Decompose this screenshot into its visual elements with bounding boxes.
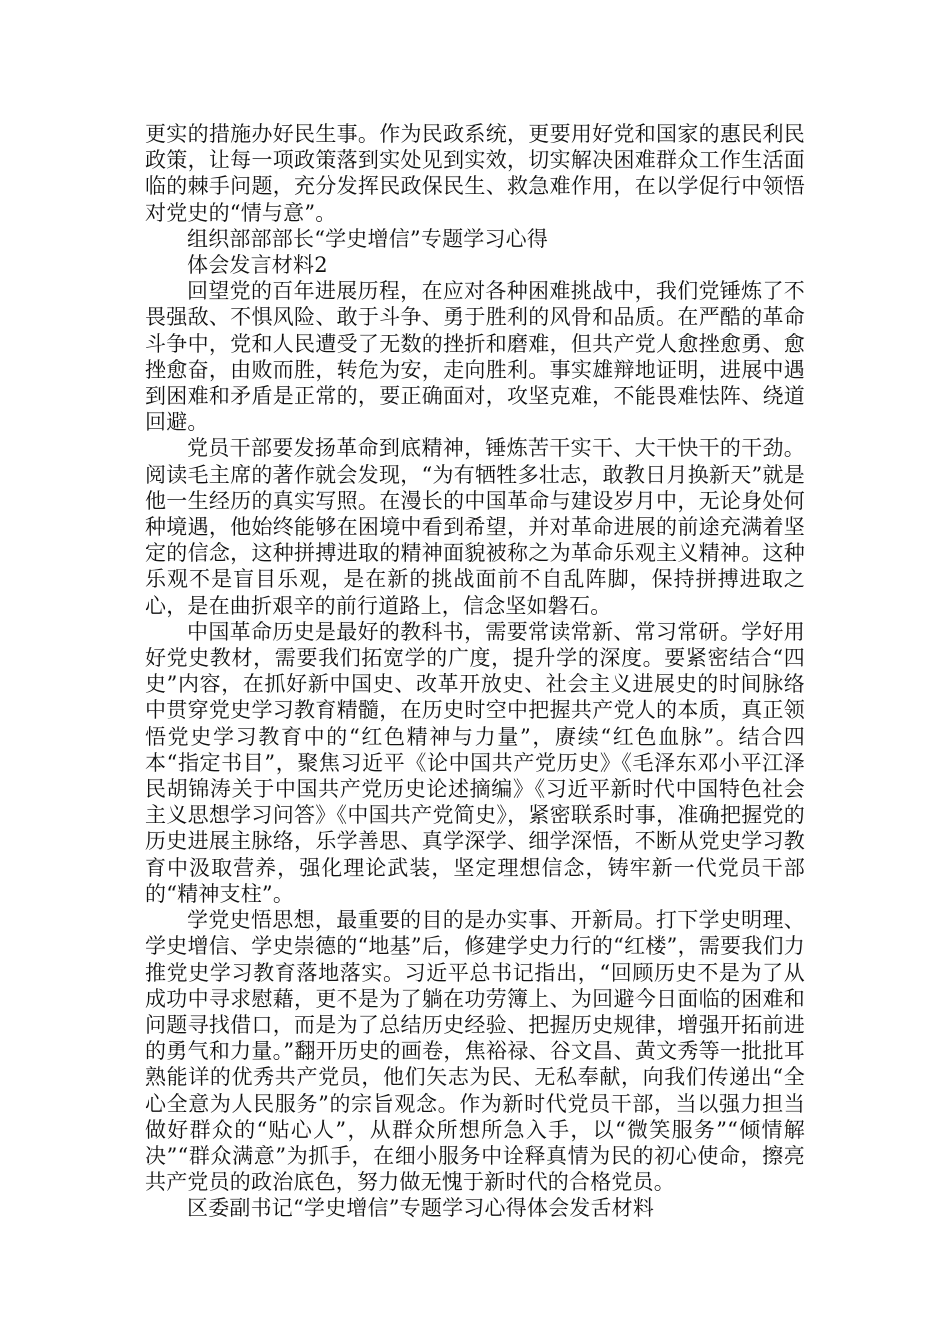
document-page [145, 121, 805, 1222]
paragraph: 学党史悟思想，最重要的目的是办实事、开新局。打下学史明理、学史增信、学史崇德的“地基”后，修建学史力行的“红楼”，需要我们力推党史学习教育落地落实。习近平总书记指出，“回顾历史不是为了从成功中寻求慰藉，更不是为了躺在功劳簿上、为回避今日面临的困难和问题寻找借口，而是为了总结历史经验、把握历史规律，增强开拓前进的勇气和力量。”翻开历史的画卷，焦裕禄、谷文昌、黄文秀等一批批耳熟能详的优秀共产党员，他们矢志为民、无私奉献，向我们传递出“全心全意为人民服务”的宗旨观念。作为新时代党员干部，当以强力担当做好群众的“贴心人”，从群众所想所急入手，以“微笑服务”“倾情解决”“群众满意”为抓手，在细小服务中诠释真情为民的初心使命，擦亮共产党员的政治底色，努力做无愧于新时代的合格党员。 [145, 908, 805, 1195]
section-heading: 区委副书记“学史增信”专题学习心得体会发舌材料 [187, 1196, 655, 1221]
paragraph: 党员干部要发扬革命到底精神，锤炼苦干实干、大干快干的干劲。阅读毛主席的著作就会发现，“为有牺牲多壮志，敢教日月换新天”就是他一生经历的真实写照。在漫长的中国革命与建设岁月中，无论身处何种境遇，他始终能够在困境中看到希望，并对革命进展的前途充满着坚定的信念，这种拼搏进取的精神面貌被称之为革命乐观主义精神。这种乐观不是盲目乐观，是在新的挑战面前不自乱阵脚，保持拼搏进取之心，是在曲折艰辛的前行道路上，信念坚如磐石。 [145, 436, 805, 618]
paragraph: 回望党的百年进展历程，在应对各种困难挑战中，我们党锤炼了不畏强敌、不惧风险、敢于斗争、勇于胜利的风骨和品质。在严酷的革命斗争中，党和人民遭受了无数的挫折和磨难，但共产党人愈挫愈勇、愈挫愈奋，由败而胜，转危为安，走向胜利。事实雄辩地证明，进展中遇到困难和矛盾是正常的，要正确面对，攻坚克难，不能畏难怯阵、绕道回避。 [145, 279, 805, 435]
section-heading-line-1: 组织部部部长“学史增信”专题学习心得 [187, 226, 549, 251]
paragraph: 中国革命历史是最好的教科书，需要常读常新、常习常研。学好用好党史教材，需要我们拓宽学的广度，提升学的深度。要紧密结合“四史”内容，在抓好新中国史、改革开放史、社会主义进展史的时间脉络中贯穿党史学习教育精髓，在历史时空中把握共产党人的本质，真正领悟党史学习教育中的“红色精神与力量”，赓续“红色血脉”。结合四本“指定书目”，聚焦习近平《论中国共产党历史》《毛泽东邓小平江泽民胡锦涛关于中国共产党历史论述摘编》《习近平新时代中国特色社会主义思想学习问答》《中国共产党简史》，紧密联系时事，准确把握党的历史进展主脉络，乐学善思、真学深学、细学深悟，不断从党史学习教育中汲取营养，强化理论武装，坚定理想信念，铸牢新一代党员干部的“精神支柱”。 [145, 619, 805, 906]
paragraph-continuation: 更实的措施办好民生事。作为民政系统，更要用好党和国家的惠民利民政策，让每一项政策落到实处见到实效，切实解决困难群众工作生活面临的棘手问题，充分发挥民政保民生、救急难作用，在以学促行中领悟对党史的“情与意”。 [145, 122, 805, 225]
section-heading-line-2: 体会发言材料2 [187, 253, 328, 278]
